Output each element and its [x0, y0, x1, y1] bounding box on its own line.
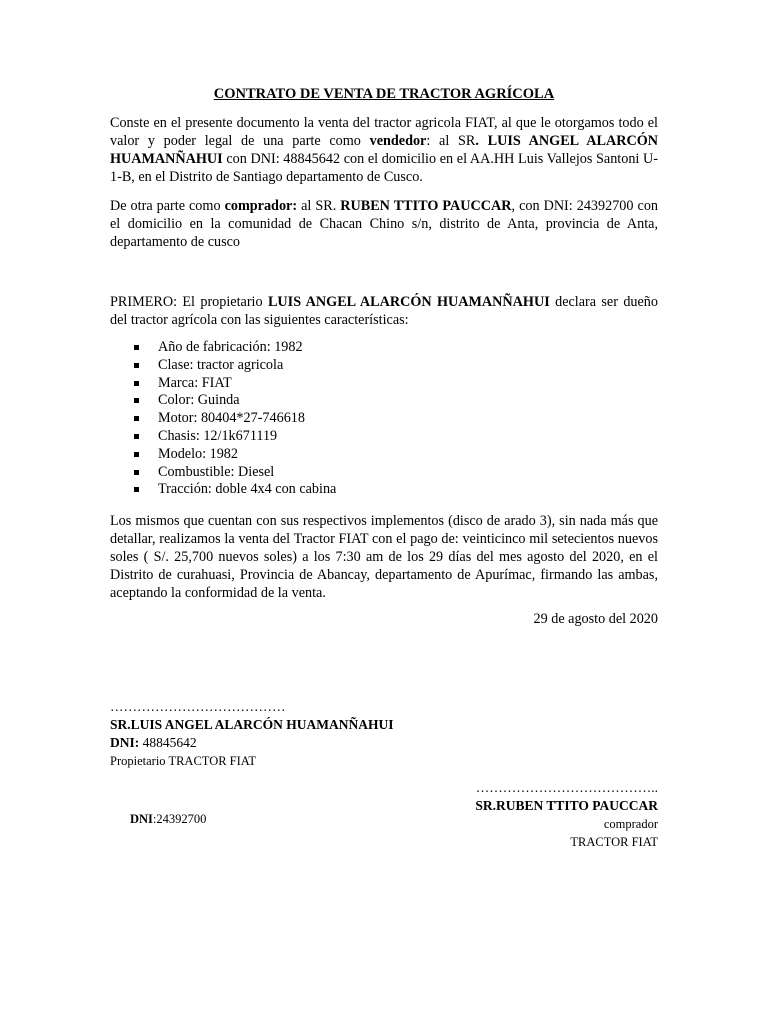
signature-line: …………………………………: [110, 699, 286, 714]
seller-paragraph: [110, 114, 658, 186]
buyer-role: comprador:: [224, 198, 298, 214]
list-item: [110, 410, 658, 428]
document-title: CONTRATO DE VENTA DE TRACTOR AGRÍCOLA: [213, 86, 555, 102]
list-item: [110, 464, 658, 482]
buyer-paragraph-text: , con DNI: 24392700 con el domicilio en la comunidad de Chacan Chino s/n, distrito de Anta, provincia de Anta, departamento de cusco: [110, 198, 659, 250]
list-item: [110, 428, 658, 446]
signature-line: …………………………………..: [475, 780, 658, 795]
buyer-signature-role: TRACTOR FIAT: [570, 835, 658, 849]
list-item: [110, 446, 658, 464]
sale-terms-paragraph: Los mismos que cuentan con sus respectivos implementos (disco de arado 3), sin nada más que detallar, realizamos la venta del Tractor FIAT con el pago de: veinticinco mil setecientos nuevos soles ( S/. 25,700 nuevos soles) a los 7:30 am de los 29 días del mes agosto del 2020, en el Distrito de curahuasi, Provincia de Abancay, departamento de Apurímac, firmando las ambas, aceptando la conformidad de la venta.: [110, 513, 658, 601]
list-item: [110, 392, 658, 410]
seller-dni: [110, 734, 394, 752]
seller-paragraph-text: Conste en el presente documento la venta del tractor agricola FIAT, al que le otorgamos todo el valor y poder legal de una parte como: [110, 115, 658, 149]
dni-label: DNI: [130, 812, 153, 826]
bullet-icon: [134, 363, 139, 368]
seller-signature-role: Propietario TRACTOR FIAT: [110, 754, 257, 768]
spec-text: Marca: FIAT: [158, 374, 232, 391]
seller-role: vendedor: [369, 133, 427, 149]
tractor-specs-list: [110, 339, 658, 499]
bullet-icon: [134, 416, 139, 421]
buyer-paragraph-text: al SR.: [297, 198, 341, 214]
spec-text: Modelo: 1982: [158, 445, 238, 462]
seller-paragraph-text: : al SR: [426, 133, 476, 149]
buyer-signature-role: comprador: [603, 817, 658, 831]
buyer-paragraph-text: De otra parte como: [110, 198, 225, 214]
spec-text: Tracción: doble 4x4 con cabina: [158, 481, 337, 498]
bullet-icon: [134, 452, 139, 457]
spec-text: Combustible: Diesel: [158, 463, 275, 480]
seller-name: LUIS ANGEL ALARCÓN HUAMANÑAHUI: [110, 133, 658, 167]
spec-text: Color: Guinda: [158, 392, 240, 409]
list-item: [110, 375, 658, 393]
dni-value: :24392700: [152, 812, 207, 826]
first-clause-text: declara ser dueño del tractor agrícola con las siguientes características:: [110, 294, 658, 328]
bullet-icon: [134, 381, 139, 386]
bullet-icon: [134, 345, 139, 350]
list-item: [110, 357, 658, 375]
dni-value: 48845642: [139, 735, 197, 750]
list-item: [110, 481, 658, 499]
spec-text: Motor: 80404*27-746618: [158, 410, 305, 427]
bullet-icon: [134, 487, 139, 492]
bullet-icon: [134, 470, 139, 475]
buyer-signature-name: SR.RUBEN TTITO PAUCCAR: [475, 798, 658, 813]
spec-text: Clase: tractor agricola: [158, 356, 284, 373]
buyer-signature-block: [475, 779, 658, 851]
list-item: [110, 339, 658, 357]
bullet-icon: [134, 398, 139, 403]
seller-paragraph-text: con DNI: 48845642 con el domicilio en el AA.HH Luis Vallejos Santoni U-1-B, en el Distrito de Santiago departamento de Cusco.: [110, 151, 658, 185]
owner-name: LUIS ANGEL ALARCÓN HUAMANÑAHUI: [267, 294, 550, 310]
seller-paragraph-text: .: [475, 133, 488, 149]
dni-label: DNI:: [110, 735, 140, 750]
seller-signature-block: [110, 698, 394, 770]
buyer-paragraph: [110, 197, 658, 251]
first-clause-paragraph: [110, 293, 658, 329]
spec-text: Año de fabricación: 1982: [158, 339, 303, 355]
seller-signature-name: SR.LUIS ANGEL ALARCÓN HUAMANÑAHUI: [110, 717, 394, 732]
spec-text: Chasis: 12/1k671119: [158, 427, 278, 444]
first-clause-text: PRIMERO: El propietario: [110, 294, 268, 310]
contract-date: 29 de agosto del 2020: [533, 611, 658, 627]
buyer-name: RUBEN TTITO PAUCCAR: [340, 198, 512, 214]
bullet-icon: [134, 434, 139, 439]
buyer-dni: [130, 812, 206, 827]
